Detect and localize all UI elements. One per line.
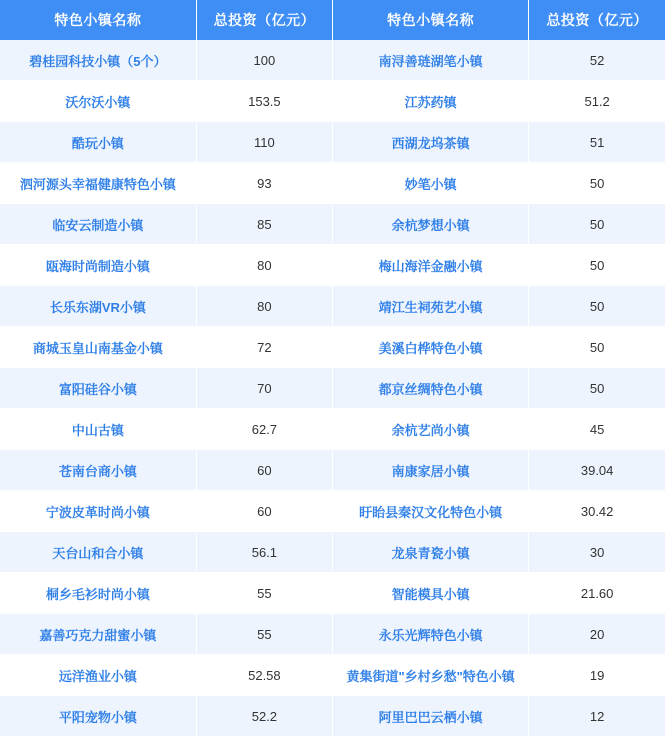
table-row (0, 368, 665, 409)
investment-left: 80 (196, 286, 332, 327)
table-row (0, 163, 665, 204)
table-row (0, 491, 665, 532)
investment-left: 110 (196, 122, 332, 163)
investment-right: 51.2 (529, 81, 665, 122)
town-name-right: 美溪白桦特色小镇 (332, 327, 528, 368)
header-investment-left: 总投资（亿元） (196, 0, 332, 40)
investment-left: 55 (196, 614, 332, 655)
investment-right: 50 (529, 286, 665, 327)
town-name-left: 苍南台商小镇 (0, 450, 196, 491)
table-row (0, 573, 665, 614)
table-row (0, 245, 665, 286)
investment-right: 30 (529, 532, 665, 573)
table-row (0, 81, 665, 122)
investment-right: 45 (529, 409, 665, 450)
header-row (0, 0, 665, 40)
investment-left: 100 (196, 40, 332, 81)
investment-right: 12 (529, 696, 665, 737)
table-row (0, 450, 665, 491)
investment-right: 50 (529, 327, 665, 368)
investment-right: 50 (529, 163, 665, 204)
table-body (0, 40, 665, 737)
header-town-name-right: 特色小镇名称 (332, 0, 528, 40)
town-name-left: 嘉善巧克力甜蜜小镇 (0, 614, 196, 655)
table-row (0, 286, 665, 327)
town-name-left: 酷玩小镇 (0, 122, 196, 163)
town-name-right: 智能模具小镇 (332, 573, 528, 614)
town-name-left: 平阳宠物小镇 (0, 696, 196, 737)
table-header (0, 0, 665, 40)
town-name-right: 盱眙县秦汉文化特色小镇 (332, 491, 528, 532)
town-name-left: 瓯海时尚制造小镇 (0, 245, 196, 286)
investment-left: 56.1 (196, 532, 332, 573)
town-name-right: 南浔善琏湖笔小镇 (332, 40, 528, 81)
investment-right: 20 (529, 614, 665, 655)
table-row (0, 204, 665, 245)
investment-left: 55 (196, 573, 332, 614)
table-row (0, 40, 665, 81)
town-name-right: 江苏药镇 (332, 81, 528, 122)
investment-right: 19 (529, 655, 665, 696)
town-name-right: 南康家居小镇 (332, 450, 528, 491)
town-name-right: 余杭艺尚小镇 (332, 409, 528, 450)
town-name-right: 西湖龙坞茶镇 (332, 122, 528, 163)
town-name-left: 商城玉皇山南基金小镇 (0, 327, 196, 368)
town-name-right: 永乐光辉特色小镇 (332, 614, 528, 655)
investment-left: 153.5 (196, 81, 332, 122)
table-row (0, 655, 665, 696)
investment-right: 50 (529, 204, 665, 245)
town-name-left: 宁波皮革时尚小镇 (0, 491, 196, 532)
town-name-left: 临安云制造小镇 (0, 204, 196, 245)
town-name-right: 靖江生祠苑艺小镇 (332, 286, 528, 327)
header-investment-right: 总投资（亿元） (529, 0, 665, 40)
table-row (0, 122, 665, 163)
town-name-right: 黄集街道"乡村乡愁"特色小镇 (332, 655, 528, 696)
town-name-left: 远洋渔业小镇 (0, 655, 196, 696)
town-name-right: 阿里巴巴云栖小镇 (332, 696, 528, 737)
investment-left: 62.7 (196, 409, 332, 450)
town-name-right: 妙笔小镇 (332, 163, 528, 204)
investment-right: 50 (529, 368, 665, 409)
town-name-right: 余杭梦想小镇 (332, 204, 528, 245)
town-name-left: 桐乡毛衫时尚小镇 (0, 573, 196, 614)
investment-left: 52.58 (196, 655, 332, 696)
town-name-left: 沃尔沃小镇 (0, 81, 196, 122)
investment-right: 50 (529, 245, 665, 286)
header-town-name-left: 特色小镇名称 (0, 0, 196, 40)
table-row (0, 409, 665, 450)
town-name-left: 中山古镇 (0, 409, 196, 450)
table-row (0, 532, 665, 573)
investment-left: 52.2 (196, 696, 332, 737)
investment-left: 60 (196, 491, 332, 532)
town-name-right: 梅山海洋金融小镇 (332, 245, 528, 286)
table-row (0, 696, 665, 737)
investment-right: 30.42 (529, 491, 665, 532)
town-name-left: 长乐东湖VR小镇 (0, 286, 196, 327)
table-row (0, 327, 665, 368)
investment-left: 60 (196, 450, 332, 491)
town-name-right: 都京丝绸特色小镇 (332, 368, 528, 409)
town-name-left: 碧桂园科技小镇（5个） (0, 40, 196, 81)
investment-left: 72 (196, 327, 332, 368)
investment-right: 52 (529, 40, 665, 81)
investment-left: 80 (196, 245, 332, 286)
table-row (0, 614, 665, 655)
town-name-left: 富阳硅谷小镇 (0, 368, 196, 409)
town-name-left: 泗河源头幸福健康特色小镇 (0, 163, 196, 204)
investment-left: 85 (196, 204, 332, 245)
investment-right: 39.04 (529, 450, 665, 491)
investment-left: 70 (196, 368, 332, 409)
investment-left: 93 (196, 163, 332, 204)
town-name-right: 龙泉青瓷小镇 (332, 532, 528, 573)
investment-right: 21.60 (529, 573, 665, 614)
town-name-left: 天台山和合小镇 (0, 532, 196, 573)
investment-right: 51 (529, 122, 665, 163)
